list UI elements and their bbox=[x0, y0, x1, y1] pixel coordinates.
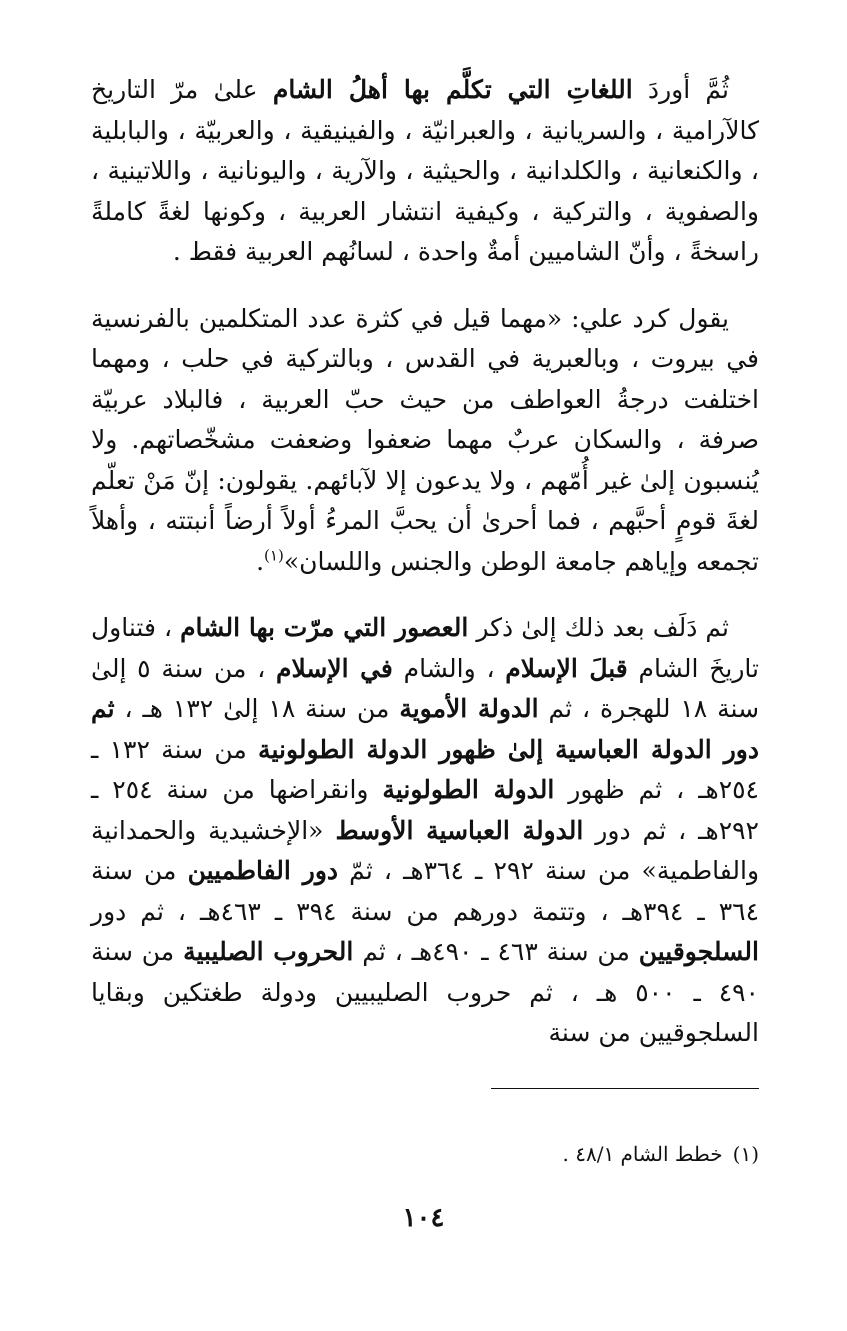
text-run: من سنة ٤٦٣ ـ ٤٩٠هـ ، ثم bbox=[353, 937, 639, 966]
footnote-reference[interactable]: (١) bbox=[264, 546, 284, 565]
paragraph-kurd-ali-quote bbox=[91, 299, 759, 583]
paragraph-languages bbox=[91, 70, 759, 273]
bold-run: الدولة الأموية bbox=[399, 694, 539, 723]
bold-run: في الإسلام bbox=[276, 653, 393, 683]
bold-run: الدولة الطولونية bbox=[382, 775, 555, 804]
text-run: من سنة ٤٩٠ ـ ٥٠٠ هـ ، ثم حروب الصليبيين ودولة طغتكين وبقايا السلجوقيين من سنة bbox=[91, 937, 759, 1047]
text-run: ، فتناول تاريخَ الشام bbox=[91, 613, 759, 683]
footnote-divider bbox=[491, 1088, 759, 1089]
bold-run: العصور التي مرّت بها الشام bbox=[180, 613, 469, 642]
paragraph-eras bbox=[91, 608, 759, 1054]
text-run: ، من سنة ٥ إلىٰ سنة ١٨ للهجرة ، ثم bbox=[91, 653, 760, 723]
text-run: علىٰ مرّ التاريخ كالآرامية ، والسريانية ، والعبرانيّة ، والفينيقية ، والعربيّة ، والبابلية ، والكنعانية ، والكلدانية ، والحيثية ، والآرية ، واليونانية ، واللاتينية ، والصفوية ، والتركية ، وكيفية انتشار العربية ، وكونها لغةً كاملةً راسخةً ، وأنّ الشاميين أمةٌ واحدة ، لسانُهم العربية فقط . bbox=[91, 75, 759, 266]
text-run: وانقراضها من سنة ٢٥٤ ـ ٢٩٢هـ ، ثم دور bbox=[91, 775, 759, 845]
bold-run: السلجوقيين bbox=[638, 937, 759, 966]
quote-text: يقول كرد علي: «مهما قيل في كثرة عدد المتكلمين بالفرنسية في بيروت ، وبالعبرية في القدس ، وبالتركية في حلب ، ومهما اختلفت درجةُ العواطف من حيث حبّ العربية ، فالبلاد عربيّة صرفة ، والسكان عربٌ مهما ضعفوا وضعفت مشخّصاتهم. ولا يُنسبون إلىٰ غير أُمّهم ، ولا يدعون إلا لآبائهم. يقولون: إنّ مَنْ تعلّم لغةَ قومٍ أحبَّهم ، فما أحرىٰ أن يحبَّ المرءُ أولاً أرضاً أنبتته ، وأهلاً تجمعه وإياهم جامعة الوطن والجنس واللسان» bbox=[91, 303, 759, 576]
bold-run: الدولة العباسية الأوسط bbox=[335, 815, 584, 845]
text-run: ثم دَلَف بعد ذلك إلىٰ ذكر bbox=[468, 613, 729, 642]
text-run: من سنة ٣٦٤ ـ ٣٩٤هـ ، وتتمة دورهم من سنة ٣٩٤ ـ ٤٦٣هـ ، ثم دور bbox=[91, 856, 760, 926]
bold-run: اللغاتِ التي تكلَّم بها أهلُ الشام bbox=[272, 75, 633, 104]
footnote-text: خطط الشام ٤٨/١ . bbox=[562, 1142, 723, 1166]
page-number: ١٠٤ bbox=[402, 1203, 445, 1233]
page-body bbox=[91, 70, 759, 1054]
text-run: من سنة ١٣٢ ـ ٢٥٤هـ ، ثم ظهور bbox=[91, 734, 759, 804]
bold-run: الحروب الصليبية bbox=[183, 937, 354, 966]
text-run: . bbox=[256, 546, 265, 576]
text-run: «الإخشيدية والحمدانية والفاطمية» من سنة ٢٩٢ ـ ٣٦٤هـ ، ثمّ bbox=[91, 815, 760, 885]
bold-run: ثم دور الدولة العباسية إلىٰ ظهور الدولة الطولونية bbox=[91, 694, 759, 764]
footnote bbox=[91, 1140, 759, 1168]
text-run: ثُمَّ أوردَ bbox=[632, 75, 730, 104]
text-run: ، والشام bbox=[392, 653, 506, 683]
text-run: من سنة ١٨ إلىٰ ١٣٢ هـ ، bbox=[114, 694, 400, 723]
bold-run: قبلَ الإسلام bbox=[505, 653, 628, 683]
footnote-number: (١) bbox=[732, 1142, 759, 1166]
bold-run: دور الفاطميين bbox=[187, 856, 339, 885]
